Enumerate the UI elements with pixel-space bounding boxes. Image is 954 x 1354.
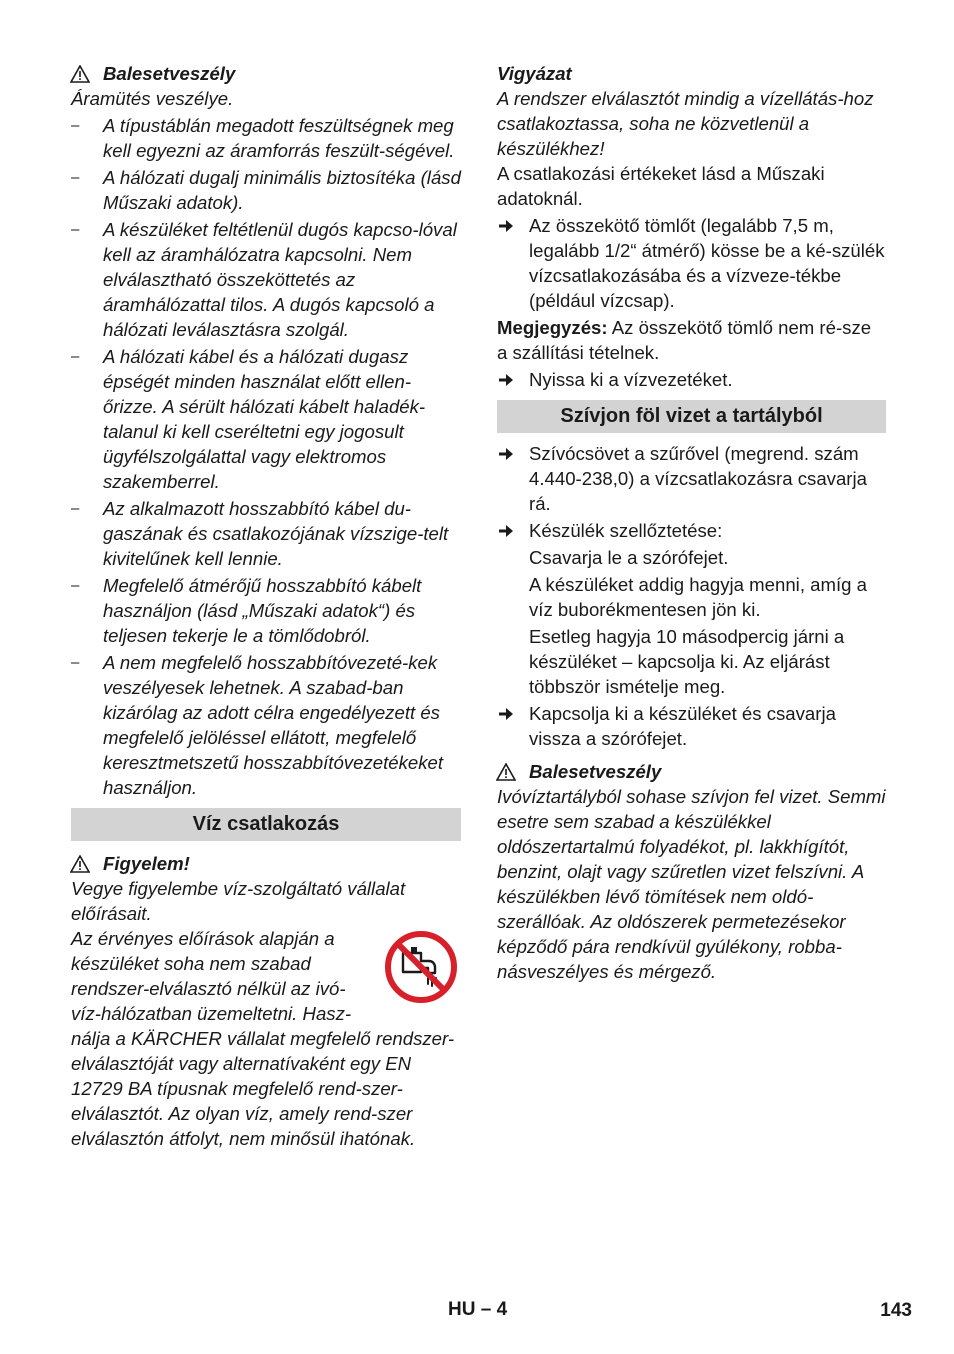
section-title-water-connection: Víz csatlakozás: [71, 808, 461, 841]
note-label: Megjegyzés:: [497, 317, 608, 338]
attention-heading: [71, 851, 461, 876]
warning-triangle-icon: [496, 763, 516, 781]
warning-triangle-icon: [70, 65, 90, 83]
step-text: Kapcsolja ki a készüléket és csavarja vissza a szórófejet.: [529, 703, 836, 749]
step-connect-hose: [497, 213, 886, 313]
arrow-right-icon: [499, 220, 513, 232]
arrow-right-icon: [499, 448, 513, 460]
list-item: – A hálózati dugalj minimális biztosítéka (lásd Műszaki adatok).: [71, 165, 461, 215]
step-vent: [497, 518, 886, 543]
step-text: Készülék szellőztetése:: [529, 520, 723, 541]
hazard-list: [71, 113, 461, 800]
hazard-title: Balesetveszély: [529, 761, 662, 782]
list-item: – A nem megfelelő hosszabbítóvezeté-kek veszélyesek lehetnek. A szabad-ban kizárólag az adott célra engedélyezett és megfelelő jelöléssel ellátott, megfelelő keresztmetszetű hosszabbítóvezetékeket használjon.: [71, 650, 461, 800]
attention-body: [71, 926, 461, 1151]
list-item: – Az alkalmazott hosszabbító kábel du-gaszának és csatlakozójának vízszige-telt kivitelűnek kell lennie.: [71, 496, 461, 571]
list-item: – A típustáblán megadott feszültségnek meg kell egyezni az áramforrás feszült-ségével.: [71, 113, 461, 163]
list-item: – A hálózati kábel és a hálózati dugasz épségét minden használat előtt ellen-őrizze. A sérült hálózati kábelt haladék-talanul ki kell cseréltetni egy jogosult ügyfélszolgálattal vagy elektromos szakemberrel.: [71, 344, 461, 494]
hazard-heading-electric: [71, 61, 461, 86]
footer-language-page: HU – 4: [448, 1299, 508, 1320]
step-text: Az összekötő tömlőt (legalább 7,5 m, legalább 1/2“ átmérő) kösse be a ké-szülék vízcsatlakozásába és a vízveze-tékbe (például vízcsap).: [529, 215, 885, 311]
section-title-suction: Szívjon föl vizet a tartályból: [497, 400, 886, 433]
caution-title: Vigyázat: [497, 63, 572, 84]
vent-line: A készüléket addig hagyja menni, amíg a víz buborékmentesen jön ki.: [529, 574, 867, 620]
connection-values-text: A csatlakozási értékeket lásd a Műszaki adatoknál.: [497, 163, 825, 209]
caution-body: A rendszer elválasztót mindig a vízellátás-hoz csatlakoztassa, soha ne közvetlenül a készülékhez!: [497, 88, 874, 159]
hazard-title: Balesetveszély: [103, 63, 236, 84]
step-switch-off: [497, 701, 886, 751]
page-number: 143: [880, 1300, 912, 1321]
vent-line: Esetleg hagyja 10 másodpercig járni a készüléket – kapcsolja ki. Az eljárást többször ismételje meg.: [529, 626, 845, 697]
attention-title: Figyelem!: [103, 853, 190, 874]
hazard-lead: Áramütés veszélye.: [71, 88, 234, 109]
note: [497, 315, 886, 365]
arrow-right-icon: [499, 708, 513, 720]
hazard-heading-solvents: [497, 759, 886, 784]
warning-triangle-icon: [70, 855, 90, 873]
list-item: – A készüléket feltétlenül dugós kapcso-lóval kell az áramhálózatra kapcsolni. Nem elválasztható összeköttetés az áramhálózattal tilos. A dugós kapcsoló a hálózati leválasztásra szolgál.: [71, 217, 461, 342]
no-tap-sign-icon: [383, 929, 459, 1005]
step-text: Szívócsövet a szűrővel (megrend. szám 4.440-238,0) a vízcsatlakozásra csavarja rá.: [529, 443, 867, 514]
note-text: Az összekötő tömlő nem ré-sze a szállítási tételnek.: [497, 317, 872, 363]
hazard-body: Ivóvíztartályból sohase szívjon fel vizet. Semmi esetre sem szabad a készülékkel oldószertartalmú folyadékot, pl. lakkhígítót, benzint, olajt vagy szűretlen vizet felszívni. A készülékben lévő tömítések nem oldó-szerállóak. Az oldószerek permetezésekor képződő pára rendkívül gyúlékony, robba-násveszélyes és mérgező.: [497, 786, 886, 982]
list-item: – Megfelelő átmérőjű hosszabbító kábelt használjon (lásd „Műszaki adatok“) és teljesen tekerje le a tömlődobról.: [71, 573, 461, 648]
left-column: [71, 61, 461, 1151]
attention-body-text: Az érvényes előírások alapján a készüléket soha nem szabad rendszer-elválasztó nélkül az ivó-víz-hálózatban üzemeltetni. Hasz-nálja a KÄRCHER vállalat megfelelő rendszer-elválasztóját vagy alternatívaként egy EN 12729 BA típusnak megfelelő rend-szer-elválasztót. Az olyan víz, amely rend-szer elválasztón átfolyt, nem minősül ihatónak.: [71, 928, 455, 1149]
attention-lead: Vegye figyelembe víz-szolgáltató vállalat előírásait.: [71, 878, 406, 924]
vent-line: Csavarja le a szórófejet.: [529, 547, 729, 568]
step-text: Nyissa ki a vízvezetéket.: [529, 369, 733, 390]
arrow-right-icon: [499, 525, 513, 537]
step-suction-hose: [497, 441, 886, 516]
arrow-right-icon: [499, 374, 513, 386]
right-column: [497, 61, 886, 984]
step-open-water: [497, 367, 886, 392]
